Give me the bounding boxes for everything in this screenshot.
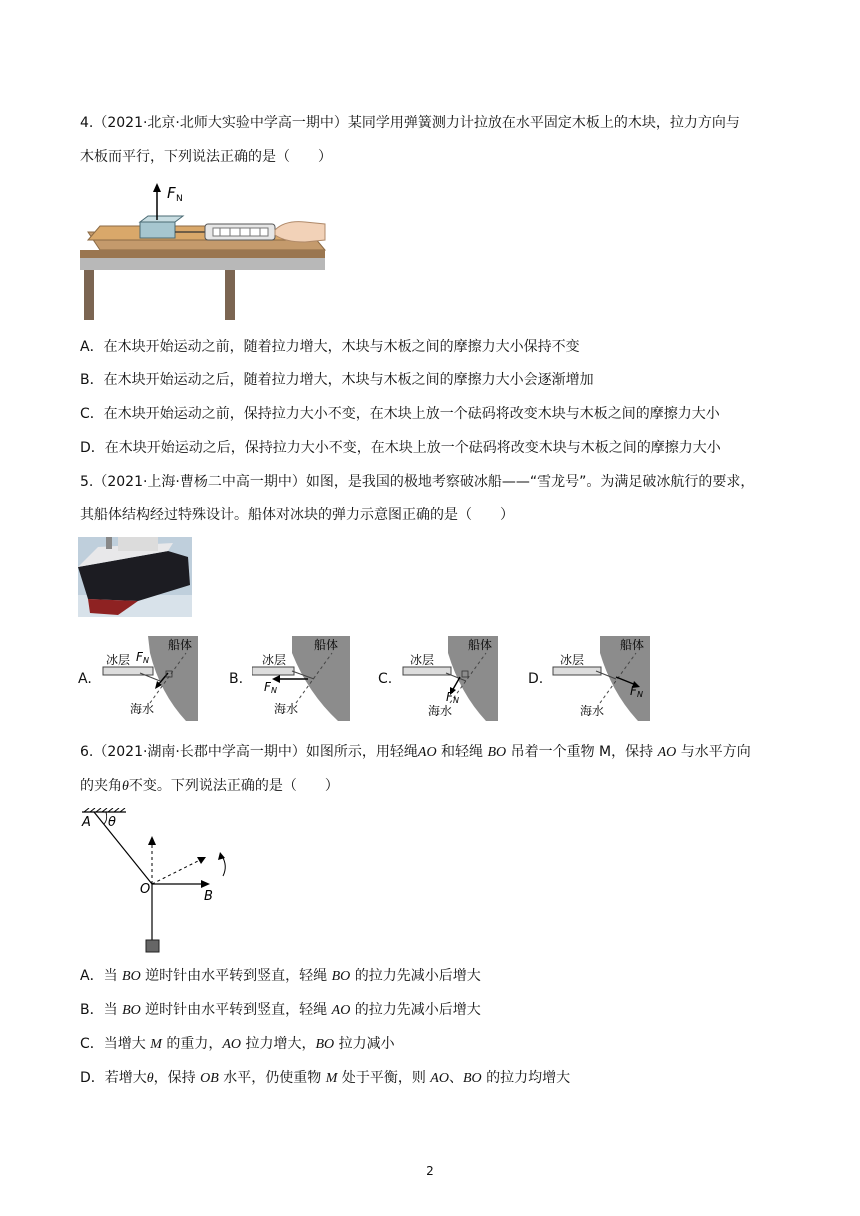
q5-d-force-label: F bbox=[630, 684, 637, 698]
q5-stem-line2: 其船体结构经过特殊设计。船体对冰块的弹力示意图正确的是（ ） bbox=[80, 507, 514, 523]
q6-stem-line1: 6.（2021·湖南·长郡中学高一期中）如图所示，用轻绳AO 和轻绳 BO 吊着一个重物 M，保持 AO 与水平方向 bbox=[80, 744, 751, 760]
q5-c-hull-label: 船体 bbox=[468, 638, 493, 652]
q4-option-b: B．在木块开始运动之后，随着拉力增大，木块与木板之间的摩擦力大小会逐渐增加 bbox=[80, 372, 594, 388]
q5-b-force-label: F bbox=[264, 680, 271, 694]
q5-d-ice-label: 冰层 bbox=[560, 653, 585, 667]
q5-a-force-label: F bbox=[136, 650, 143, 664]
q5-option-b-diagram bbox=[252, 633, 352, 723]
q5-a-hull-label: 船体 bbox=[168, 638, 193, 652]
q6-label-b: B bbox=[204, 889, 213, 904]
q6-label-theta: θ bbox=[108, 815, 116, 830]
q5-stem-line1: 5.（2021·上海·曹杨二中高一期中）如图，是我国的极地考察破冰船——“雪龙号”。为满足破冰航行的要求， bbox=[80, 474, 755, 490]
q5-c-ice-label: 冰层 bbox=[410, 653, 435, 667]
q6-option-a: A．当 BO 逆时针由水平转到竖直，轻绳 BO 的拉力先减小后增大 bbox=[80, 968, 481, 984]
q5-a-sea-label: 海水 bbox=[130, 702, 155, 716]
q6-stem-line2: 的夹角θ不变。下列说法正确的是（ ） bbox=[80, 778, 339, 794]
q5-option-c-diagram bbox=[400, 633, 500, 723]
q5-a-force-sub: N bbox=[143, 656, 149, 665]
q5-d-sea-label: 海水 bbox=[580, 704, 605, 718]
q5-d-force-sub: N bbox=[637, 690, 643, 699]
q4-spring-scale-figure bbox=[80, 180, 330, 320]
q5-option-a-diagram bbox=[100, 633, 200, 723]
page-number: 2 bbox=[426, 1164, 434, 1178]
q5-option-c-letter: C. bbox=[378, 671, 393, 687]
q5-option-d-letter: D. bbox=[528, 671, 544, 687]
q6-label-o: O bbox=[140, 882, 151, 897]
q6-option-b: B．当 BO 逆时针由水平转到竖直，轻绳 AO 的拉力先减小后增大 bbox=[80, 1002, 481, 1018]
q5-option-d-diagram bbox=[550, 633, 652, 723]
q4-option-c: C．在木块开始运动之前，保持拉力大小不变，在木块上放一个砝码将改变木块与木板之间的摩擦力大小 bbox=[80, 406, 720, 422]
q4-fn-label: F bbox=[167, 184, 176, 202]
q4-stem-line1: 4.（2021·北京·北师大实验中学高一期中）某同学用弹簧测力计拉放在水平固定木板上的木块，拉力方向与 bbox=[80, 115, 740, 131]
q4-fn-sub: N bbox=[176, 194, 183, 204]
q5-b-hull-label: 船体 bbox=[314, 638, 339, 652]
q5-b-ice-label: 冰层 bbox=[262, 653, 287, 667]
q5-option-a-letter: A. bbox=[78, 671, 92, 687]
q5-c-force-label: F bbox=[446, 690, 453, 704]
q6-option-d: D．若增大θ，保持 OB 水平，仍使重物 M 处于平衡，则 AO、BO 的拉力均增大 bbox=[80, 1070, 571, 1086]
q6-option-c: C．当增大 M 的重力，AO 拉力增大，BO 拉力减小 bbox=[80, 1036, 395, 1052]
q5-c-force-sub: N bbox=[453, 696, 459, 705]
q4-option-a: A．在木块开始运动之前，随着拉力增大，木块与木板之间的摩擦力大小保持不变 bbox=[80, 339, 580, 355]
q5-b-sea-label: 海水 bbox=[274, 702, 299, 716]
q4-stem-line2: 木板而平行，下列说法正确的是（ ） bbox=[80, 149, 332, 165]
q5-b-force-sub: N bbox=[271, 686, 277, 695]
q6-label-a: A bbox=[82, 815, 91, 830]
q4-option-d: D．在木块开始运动之后，保持拉力大小不变，在木块上放一个砝码将改变木块与木板之间的摩擦力大小 bbox=[80, 440, 721, 456]
q5-icebreaker-photo bbox=[78, 537, 192, 617]
q5-a-ice-label: 冰层 bbox=[106, 653, 131, 667]
q6-rope-diagram bbox=[80, 808, 230, 958]
q5-option-b-letter: B. bbox=[229, 671, 244, 687]
q5-d-hull-label: 船体 bbox=[620, 638, 645, 652]
q5-c-sea-label: 海水 bbox=[428, 704, 453, 718]
